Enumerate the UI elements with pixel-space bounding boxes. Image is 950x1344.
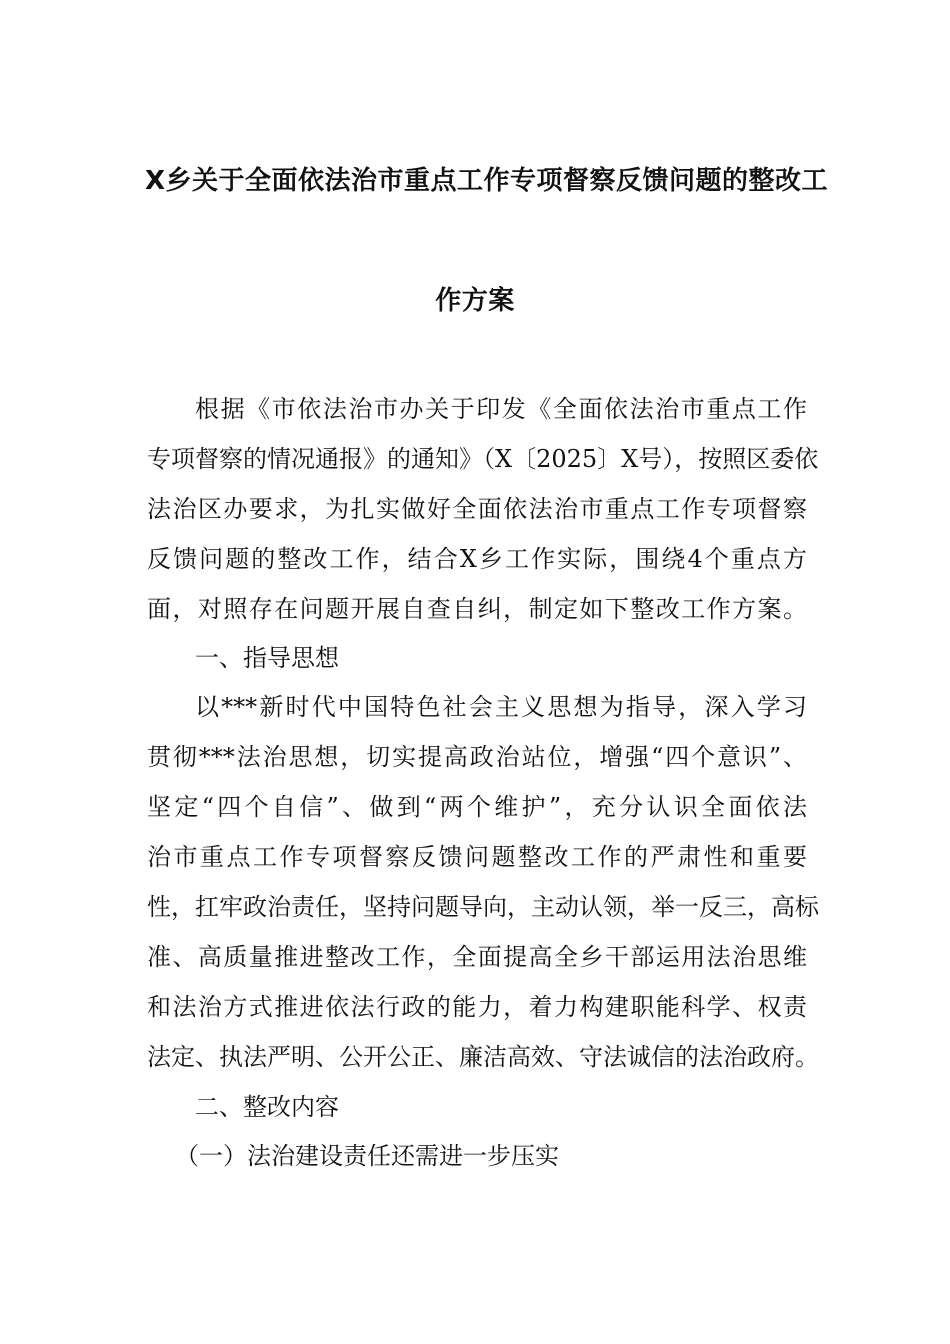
subsection-heading: （一）法治建设责任还需进一步压实 [175,1142,559,1170]
section-heading-guiding-thought: 一、指导思想 [195,644,339,672]
section1-paragraph-line: 法定、执法严明、公开公正、廉洁高效、守法诚信的法治政府。 [147,1043,819,1071]
section1-paragraph-line: 坚定“四个自信”、做到“两个维护”，充分认识全面依法 [147,793,807,821]
intro-paragraph-line: 面，对照存在问题开展自查自纠，制定如下整改工作方案。 [147,595,807,623]
section1-paragraph-line: 治市重点工作专项督察反馈问题整改工作的严肃性和重要 [147,843,807,871]
document-title-line-2: 作方案 [435,286,515,316]
document-title-line-1: X乡关于全面依法治市重点工作专项督察反馈问题的整改工 [145,166,829,196]
intro-paragraph-line: 专项督察的情况通报》的通知》（X〔2025〕X号），按照区委依 [147,445,819,473]
section-heading-rectification-content: 二、整改内容 [195,1093,339,1121]
section1-paragraph-line: 以***新时代中国特色社会主义思想为指导，深入学习 [195,693,807,721]
section1-paragraph-line: 和法治方式推进依法行政的能力，着力构建职能科学、权责 [147,993,807,1021]
intro-paragraph-line: 法治区办要求，为扎实做好全面依法治市重点工作专项督察 [147,495,807,523]
intro-paragraph-line: 根据《市依法治市办关于印发《全面依法治市重点工作 [195,395,807,423]
section1-paragraph-line: 贯彻***法治思想，切实提高政治站位，增强“四个意识”、 [147,743,807,771]
section1-paragraph-line: 准、高质量推进整改工作，全面提高全乡干部运用法治思维 [147,943,807,971]
intro-paragraph-line: 反馈问题的整改工作，结合X乡工作实际，围绕4个重点方 [147,545,807,573]
section1-paragraph-line: 性，扛牢政治责任，坚持问题导向，主动认领，举一反三，高标 [147,893,819,921]
